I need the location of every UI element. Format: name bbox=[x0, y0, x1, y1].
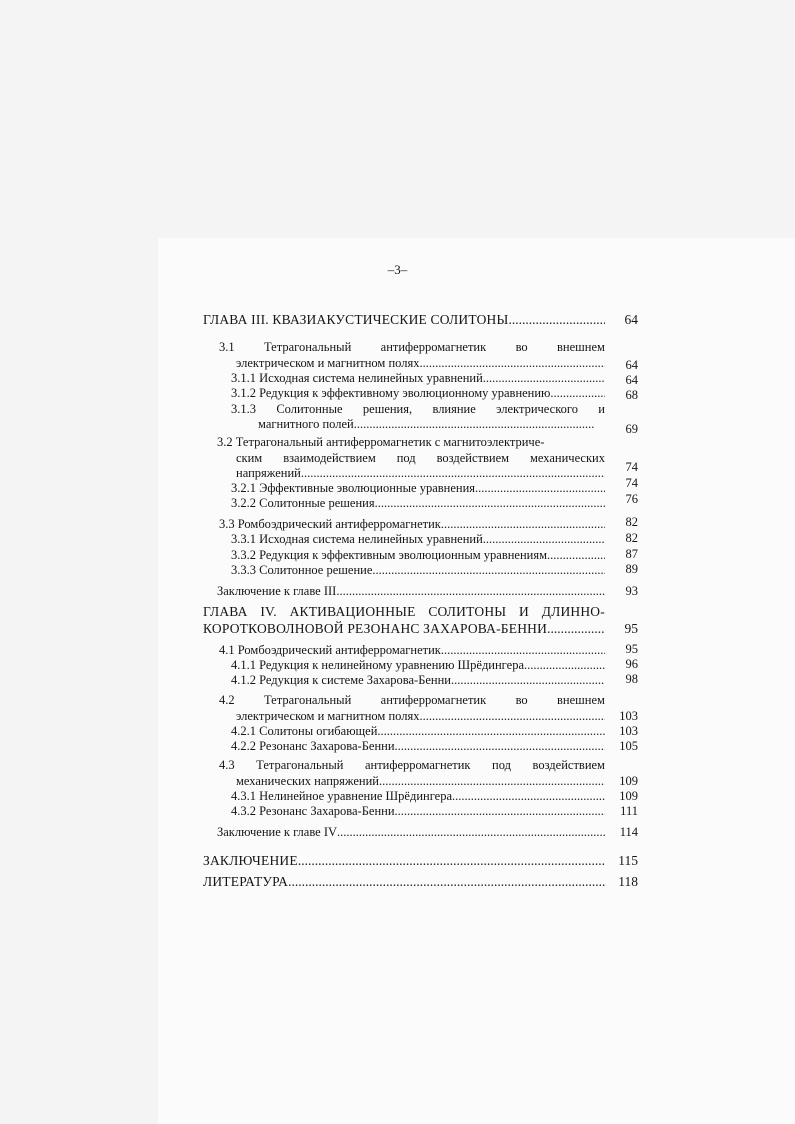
toc-entry-chapter-3[interactable]: ГЛАВА III. КВАЗИАКУСТИЧЕСКИЕ СОЛИТОНЫ ..... bbox=[203, 312, 605, 328]
page-ref: 82 bbox=[625, 515, 638, 529]
page-number: –3– bbox=[387, 262, 408, 277]
toc-entry-4-1-1[interactable]: 4.1.1 Редукция к нелинейному уравнению Шрёдингера ..... bbox=[231, 657, 605, 673]
page-ref: 111 bbox=[620, 804, 638, 818]
page-ref: 74 bbox=[625, 476, 638, 490]
page-ref: 69 bbox=[625, 422, 638, 436]
page-ref: 93 bbox=[625, 584, 638, 598]
toc-entry-3-2-line2[interactable]: ским взаимодействием под воздействием механических bbox=[236, 451, 605, 465]
toc-entry-4-2-2[interactable]: 4.2.2 Резонанс Захарова-Бенни ..... bbox=[231, 738, 605, 754]
toc-entry-4-3-1[interactable]: 4.3.1 Нелинейное уравнение Шрёдингера ..... bbox=[231, 788, 605, 804]
toc-entry-4-3-2[interactable]: 4.3.2 Резонанс Захарова-Бенни ..... bbox=[231, 803, 605, 819]
page-ref: 96 bbox=[625, 657, 638, 671]
page-ref: 118 bbox=[618, 874, 638, 889]
toc-entry-4-2-1[interactable]: 4.2.1 Солитоны огибающей ..... bbox=[231, 723, 605, 739]
page-ref: 89 bbox=[625, 562, 638, 576]
toc-entry-3-1-line2[interactable]: электрическом и магнитном полях ..... bbox=[236, 355, 605, 371]
toc-entry-4-2-line1[interactable]: 4.2 Тетрагональный антиферромагнетик во внешнем bbox=[219, 693, 605, 707]
page-ref: 87 bbox=[625, 547, 638, 561]
page-ref: 74 bbox=[625, 460, 638, 474]
toc-entry-conclusion-4[interactable]: Заключение к главе IV ..... bbox=[217, 824, 605, 840]
toc-entry-3-3[interactable]: 3.3 Ромбоэдрический антиферромагнетик ..... bbox=[219, 516, 605, 532]
toc-entry-literature[interactable]: ЛИТЕРАТУРА ..... bbox=[203, 874, 605, 890]
toc-entry-3-2-line1[interactable]: 3.2 Тетрагональный антиферромагнетик с магнитоэлектриче- bbox=[217, 435, 545, 449]
page-ref: 64 bbox=[624, 312, 638, 327]
page-ref: 114 bbox=[619, 825, 638, 839]
toc-entry-conclusion-3[interactable]: Заключение к главе III ..... bbox=[217, 583, 605, 599]
page-ref: 68 bbox=[625, 388, 638, 402]
toc-entry-3-3-1[interactable]: 3.3.1 Исходная система нелинейных уравнений ..... bbox=[231, 531, 605, 547]
page-ref: 105 bbox=[619, 739, 638, 753]
page-ref: 95 bbox=[624, 621, 638, 636]
toc-entry-4-1-2[interactable]: 4.1.2 Редукция к системе Захарова-Бенни ..... bbox=[231, 672, 605, 688]
page-ref: 95 bbox=[625, 642, 638, 656]
page-ref: 109 bbox=[619, 789, 638, 803]
toc-entry-4-2-line2[interactable]: электрическом и магнитном полях ..... bbox=[236, 708, 605, 724]
page-ref: 64 bbox=[625, 373, 638, 387]
toc-entry-3-3-2[interactable]: 3.3.2 Редукция к эффективным эволюционным уравнениям ..... bbox=[231, 547, 605, 563]
page-ref: 76 bbox=[625, 492, 638, 506]
toc-entry-4-3-line1[interactable]: 4.3 Тетрагональный антиферромагнетик под воздействием bbox=[219, 758, 605, 772]
page-ref: 103 bbox=[619, 709, 638, 723]
toc-entry-chapter-4-line1[interactable]: ГЛАВА IV. АКТИВАЦИОННЫЕ СОЛИТОНЫ И ДЛИННО- bbox=[203, 604, 605, 619]
page-ref: 115 bbox=[618, 853, 638, 868]
page-ref: 64 bbox=[625, 358, 638, 372]
page-ref: 82 bbox=[625, 531, 638, 545]
toc-entry-conclusion[interactable]: ЗАКЛЮЧЕНИЕ ..... bbox=[203, 853, 605, 869]
toc-entry-3-1-3-line1[interactable]: 3.1.3 Солитонные решения, влияние электрического и bbox=[231, 402, 605, 416]
toc-entry-3-1-2[interactable]: 3.1.2 Редукция к эффективному эволюционному уравнению ..... bbox=[231, 385, 605, 401]
toc-entry-4-1[interactable]: 4.1 Ромбоэдрический антиферромагнетик ..... bbox=[219, 642, 605, 658]
page-ref: 98 bbox=[625, 672, 638, 686]
toc-entry-3-1-line1[interactable]: 3.1 Тетрагональный антиферромагнетик во внешнем bbox=[219, 340, 605, 354]
toc-entry-3-1-3-line2[interactable]: магнитного полей ..... bbox=[258, 416, 595, 432]
toc-entry-4-3-line2[interactable]: механических напряжений ..... bbox=[236, 773, 605, 789]
page-ref: 103 bbox=[619, 724, 638, 738]
toc-entry-3-2-2[interactable]: 3.2.2 Солитонные решения ..... bbox=[231, 495, 605, 511]
toc-entry-3-2-1[interactable]: 3.2.1 Эффективные эволюционные уравнения ..... bbox=[231, 480, 605, 496]
toc-entry-3-3-3[interactable]: 3.3.3 Солитонное решение ..... bbox=[231, 562, 605, 578]
page-ref: 109 bbox=[619, 774, 638, 788]
toc-entry-3-1-1[interactable]: 3.1.1 Исходная система нелинейных уравнений ..... bbox=[231, 370, 605, 386]
toc-entry-3-2-line3[interactable]: напряжений ..... bbox=[236, 465, 605, 481]
toc-entry-chapter-4-line2[interactable]: КОРОТКОВОЛНОВОЙ РЕЗОНАНС ЗАХАРОВА-БЕННИ ..... bbox=[203, 621, 605, 637]
